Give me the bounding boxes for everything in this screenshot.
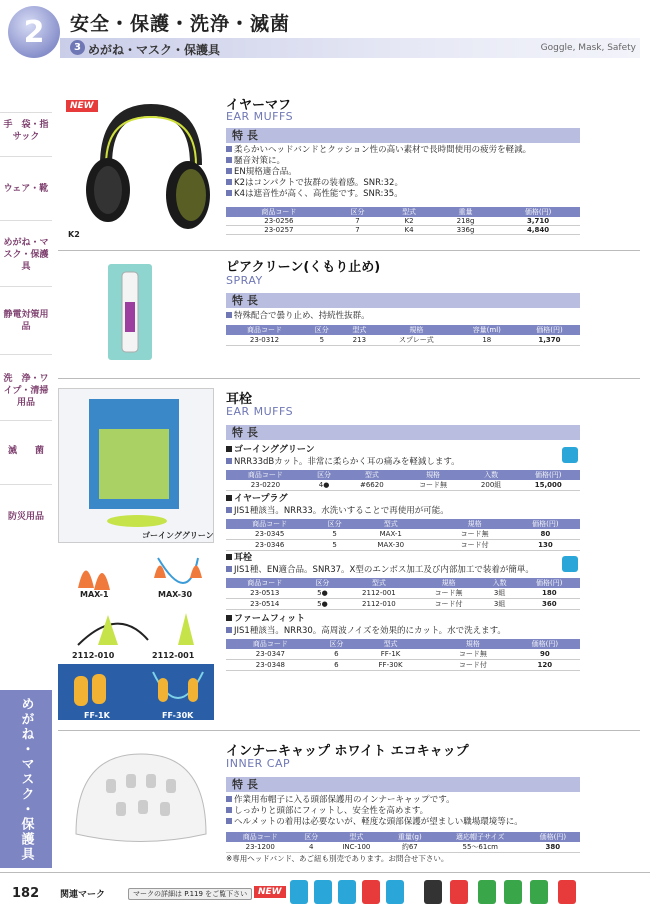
spray-title: ピアクリーン(くもり止め) (226, 260, 381, 275)
sidebar-item-gloves[interactable]: 手 袋・指サック (0, 112, 52, 156)
sterile-icon (338, 880, 356, 904)
table-row: 23-0348 6 FF-30K コード付 120 (226, 660, 580, 671)
bullet: K4は遮音性が高く、高性能です。SNR:35。 (226, 189, 531, 200)
group-title: ファームフィット (226, 614, 305, 625)
mark-reference-link[interactable]: マークの詳細は P.119 をご覧下さい (128, 888, 252, 900)
2112-plugs-image (58, 605, 214, 655)
jr3-icon (530, 880, 548, 904)
chapter-badge: 2 (8, 6, 60, 58)
table-row: 23-0347 6 FF-1K コード無 90 (226, 649, 580, 660)
section-number: 3 (70, 40, 85, 55)
table-row: 23-1200 4 INC-100 約67 55〜61cm 380 (226, 842, 580, 853)
sidebar-item-static[interactable]: 静電対策用 品 (0, 286, 52, 354)
image-label: ゴーインググリーン (142, 531, 214, 540)
spray-image (100, 262, 160, 362)
new-badge: NEW (254, 886, 286, 898)
firm-fit-table: 商品コード 区分 型式 規格 価格(円) 23-0347 6 FF-1K コード無 90 23-0348 6 FF-30K コード付 120 (226, 639, 580, 671)
earplug-feature-header: 特 長 (226, 425, 580, 440)
table-row: 23-0312 5 213 スプレー式 18 1,370 (226, 335, 580, 346)
divider (58, 250, 640, 251)
bullet: JIS1種、EN適合品。SNR37。X型のエンボス加工及び内部加工で装着が簡単。 (226, 565, 534, 576)
image-label: FF-1K (84, 711, 110, 720)
eco-icon (290, 880, 308, 904)
earmuff-bullets (226, 145, 531, 200)
sidebar-item-wear[interactable]: ウェア・靴 (0, 156, 52, 220)
made-to-order-icon (362, 880, 380, 904)
spray-en: SPRAY (226, 274, 263, 287)
bullet: JIS1種該当。NRR33。水洗いすることで再使用が可能。 (226, 506, 449, 517)
earmuff-title: イヤーマフ (226, 98, 292, 113)
cap-title: インナーキャップ ホワイト エコキャップ (226, 744, 469, 759)
direct-ship-icon (386, 880, 404, 904)
table-row: 23-0513 5● 2112-001 コード無 3組 180 (226, 588, 580, 599)
jr2-icon (504, 880, 522, 904)
image-label: MAX-1 (80, 590, 109, 599)
sidebar-active-label: めがね・マスク・保護具 (0, 690, 52, 868)
table-row: 23-0346 5 MAX-30 コード付 130 (226, 540, 580, 551)
spray-bullets (226, 311, 370, 322)
new-badge: NEW (66, 100, 98, 112)
spray-table: 商品コード 区分 型式 規格 容量(ml) 価格(円) 23-0312 5 213 スプレー式 18 1,370 (226, 325, 580, 346)
earmuff-en: EAR MUFFS (226, 110, 294, 123)
group-title: ゴーインググリーン (226, 445, 315, 456)
image-label: MAX-30 (158, 590, 193, 599)
image-label: 2112-010 (72, 651, 115, 660)
table-row: 23-0256 7 K2 218g 3,710 (226, 217, 580, 226)
divider (58, 730, 640, 731)
table-row: 23-0257 7 K4 336g 4,840 (226, 226, 580, 235)
bullet: 騒音対策に。 (226, 156, 531, 167)
bullet: K2はコンパクトで抜群の装着感。SNR:32。 (226, 178, 531, 189)
group-title: 耳栓 (226, 553, 252, 564)
page-title: 安全・保護・洗浄・滅菌 (70, 13, 291, 35)
cap-note: ※専用ヘッドバンド、あご紐も別売であります。お問合せ下さい。 (226, 854, 449, 863)
going-green-table: 商品コード 区分 型式 規格 入数 価格(円) 23-0220 4● #6620 コード無 200組 15,000 (226, 470, 580, 491)
bullet: 特殊配合で曇り止め、持続性抜群。 (226, 311, 370, 322)
bullet: JIS1種該当。NRR30。高周波ノイズを効果的にカット。水で洗えます。 (226, 626, 506, 637)
divider (58, 378, 640, 379)
no-return-icon (450, 880, 468, 904)
case-icon (562, 556, 578, 572)
spray-feature-header: 特 長 (226, 293, 580, 308)
inner-cap-image (66, 744, 216, 854)
section-english: Goggle, Mask, Safety (540, 43, 636, 53)
image-label: 2112-001 (152, 651, 195, 660)
case-icon (314, 880, 332, 904)
table-row: 23-0345 5 MAX-1 コード無 80 (226, 529, 580, 540)
cap-bullets (226, 795, 523, 828)
jr1-icon (478, 880, 496, 904)
sidebar-item-disaster[interactable]: 防災用品 (0, 484, 52, 550)
earmuff-image-label: K2 (68, 230, 80, 239)
dangerous-goods-icon (424, 880, 442, 904)
page-number: 182 (12, 886, 40, 901)
bullet: EN規格適合品。 (226, 167, 531, 178)
cap-en: INNER CAP (226, 757, 291, 770)
earmuff-image (66, 95, 216, 245)
case-icon (562, 447, 578, 463)
image-label: FF-30K (162, 711, 194, 720)
bullet: NRR33dBカット。非常に柔らかく耳の痛みを軽減します。 (226, 457, 460, 468)
table-row: 23-0220 4● #6620 コード無 200組 15,000 (226, 480, 580, 491)
ear-plug-table: 商品コード 区分 型式 規格 価格(円) 23-0345 5 MAX-1 コード無 80 23-0346 5 MAX-30 コード付 130 (226, 519, 580, 551)
going-green-image (58, 388, 214, 543)
sidebar-item-sterilize[interactable]: 滅 菌 (0, 420, 52, 484)
sidebar-item-glasses[interactable]: めがね・マスク・保護具 (0, 220, 52, 286)
demo-icon (558, 880, 576, 904)
group-title: イヤープラグ (226, 494, 288, 505)
2112-table: 商品コード 区分 型式 規格 入数 価格(円) 23-0513 5● 2112-001 コード無 3組 180 23-0514 5● 2112-010 コード付 3組 360 (226, 578, 580, 610)
earmuff-table: 商品コード 区分 型式 重量 価格(円) 23-0256 7 K2 218g 3,710 23-0257 7 K4 336g 4,840 (226, 207, 580, 235)
bullet: 柔らかいヘッドバンドとクッション性の高い素材で長時間使用の疲労を軽減。 (226, 145, 531, 156)
cap-feature-header: 特 長 (226, 777, 580, 792)
bullet: ヘルメットの着用は必要ないが、軽度な頭部保護が望ましい職場環境等に。 (226, 817, 523, 828)
related-marks-label: 関連マーク (60, 890, 106, 900)
sidebar-item-cleaning[interactable]: 洗 浄・ワイプ・清掃用品 (0, 354, 52, 420)
footer-divider (0, 872, 650, 873)
table-row: 23-0514 5● 2112-010 コード付 3組 360 (226, 599, 580, 610)
cap-table: 商品コード 区分 型式 重量(g) 適応帽子サイズ 価格(円) 23-1200 4 INC-100 約67 55〜61cm 380 (226, 832, 580, 853)
earplug-en: EAR MUFFS (226, 405, 294, 418)
bullet: しっかりと頭部にフィットし、安全性を高めます。 (226, 806, 523, 817)
bullet: 作業用布帽子に入る頭部保護用のインナーキャップです。 (226, 795, 523, 806)
earmuff-feature-header: 特 長 (226, 128, 580, 143)
section-title: めがね・マスク・保護具 (88, 43, 221, 57)
earplug-title: 耳栓 (226, 392, 253, 407)
